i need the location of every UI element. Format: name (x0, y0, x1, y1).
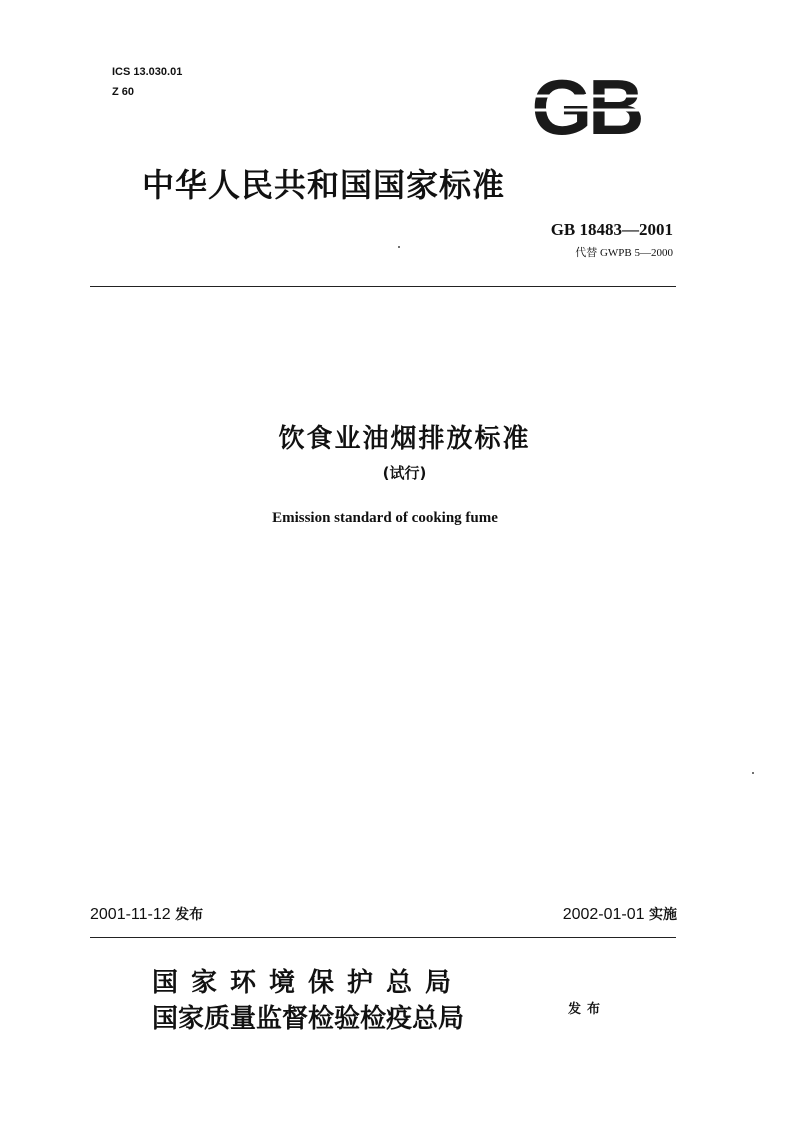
document-title-english: Emission standard of cooking fume (272, 510, 498, 526)
standard-number: GB 18483—2001 (550, 220, 673, 239)
national-standard-title: 中华人民共和国国家标准 (142, 166, 506, 204)
publisher-sepa: 国家环境保护总局 (152, 968, 465, 998)
implementation-label: 实施 (649, 907, 677, 923)
gb-logo (516, 70, 656, 142)
standard-code-block (551, 220, 673, 260)
document-subtitle: (试行) (382, 464, 427, 482)
document-title: 饮食业油烟排放标准 (278, 424, 531, 454)
gb-logo-text: GB (531, 70, 641, 142)
issue-label: 发布 (175, 907, 204, 923)
replaces-standard: 代替 GWPB 5—2000 (575, 247, 673, 259)
top-divider (90, 286, 676, 287)
speck (398, 246, 400, 248)
implementation-date (563, 904, 677, 924)
implementation-date-value: 2002-01-01 (562, 906, 645, 923)
release-label: 发布 (568, 1002, 607, 1017)
issue-date-value: 2001-11-12 (90, 906, 171, 923)
issue-date (90, 904, 203, 924)
publisher-aqsiq: 国家质量监督检验检疫总局 (152, 1004, 465, 1034)
category-code: Z 60 (112, 86, 135, 98)
ics-code: ICS 13.030.01 (112, 66, 183, 78)
bottom-divider (90, 937, 676, 938)
classification-codes (112, 62, 182, 102)
speck (752, 772, 754, 774)
